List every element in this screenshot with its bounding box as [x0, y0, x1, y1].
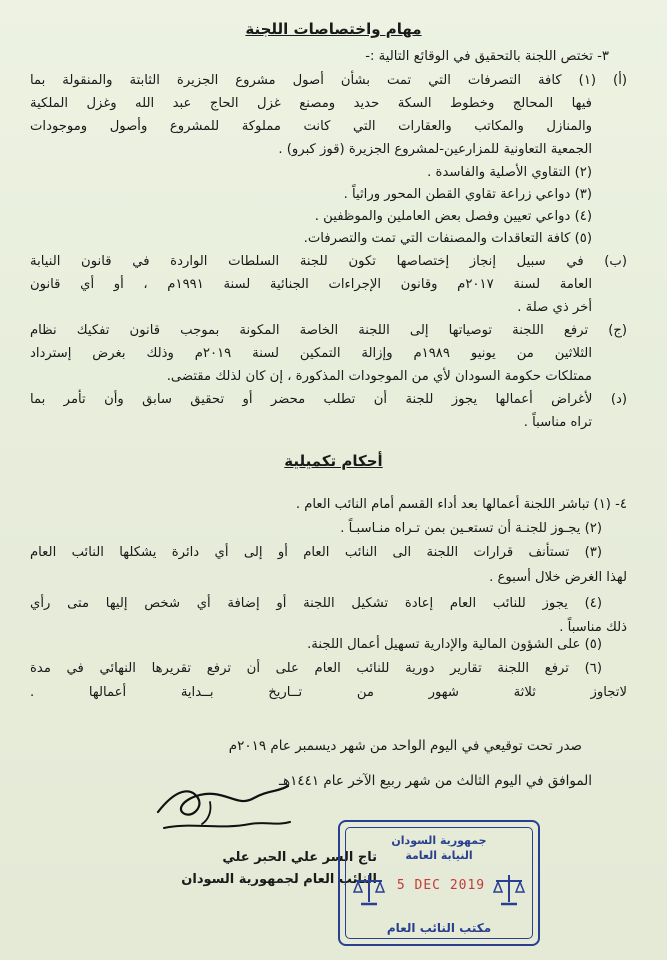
stamp-line2: النيابة العامة — [405, 849, 473, 862]
section3-b-line: (ب) في سبيل إنجاز إختصاصها تكون للجنة السلطات الواردة في قانون النيابة — [30, 254, 627, 269]
section3-item: (٣) دواعي زراعة تقاوي القطن المحور وراثياً . — [343, 187, 592, 202]
signer-position: النائب العام لجمهورية السودان — [181, 872, 377, 887]
section3-d-line: تراه مناسباً . — [523, 415, 592, 430]
section3-b-line: أخر ذي صلة . — [517, 300, 592, 315]
section4-line: لهذا الغرض خلال أسبوع . — [489, 570, 627, 585]
section3-d-line: (د) لأغراض أعمالها يجوز للجنة أن تطلب محضر أو تحقيق سابق وأن تأمر بما — [30, 392, 627, 407]
official-stamp — [338, 820, 540, 946]
stamp-line3: مكتب النائب العام — [386, 921, 492, 935]
section4-line: (٣) تستأنف قرارات اللجنة الى النائب العام أو إلى أي دائرة يشكلها النائب العام — [30, 545, 602, 560]
section3-b-line: العامة لسنة ٢٠١٧م وقانون الإجراءات الجنائية لسنة ١٩٩١م ، أو أي قانون — [30, 277, 592, 292]
signer-name: تاج السر علي الحبر علي — [222, 850, 377, 865]
stamp-date: 5 DEC 2019 — [396, 878, 486, 893]
section3-c-line: ممتلكات حكومة السودان لأي من الموجودات المذكورة ، إن كان لذلك مقتضى. — [166, 369, 592, 384]
supplementary-heading: أحكام تكميلية — [284, 452, 383, 470]
section3-intro: ٣- تختص اللجنة بالتحقيق في الوقائع التالية :- — [365, 49, 609, 64]
section4-line: (٦) ترفع اللجنة تقارير دورية للنائب العام على أن ترفع تقريرها النهائي في مدة — [30, 661, 602, 676]
section3-a-line: فيها المحالج وخطوط السكة حديد ومصنع غزل الحاج عبد الله وغزل الملكية — [30, 96, 592, 111]
section3-item: (٢) التقاوي الأصلية والفاسدة . — [427, 165, 592, 180]
section4-line: (٢) يجـوز للجنـة أن تستعـين بمن تـراه منـاسبـاً . — [340, 521, 602, 536]
section3-a-line: الجمعية التعاونية للمزارعين-لمشروع الجزيرة (قوز كبرو) . — [278, 142, 592, 157]
section3-a-line: (أ) (١) كافة التصرفات التي تمت بشأن أصول مشروع الجزيرة الثابتة والمنقولة بما — [30, 73, 627, 88]
section3-item: (٥) كافة التعاقدات والمصنفات التي تمت والتصرفات. — [303, 231, 592, 246]
document-title: مهام واختصاصات اللجنة — [245, 20, 422, 38]
handwritten-signature — [150, 772, 300, 842]
scales-of-justice-icon — [492, 872, 526, 908]
issued-line: صدر تحت توقيعي في اليوم الواحد من شهر ديسمبر عام ٢٠١٩م — [228, 738, 582, 754]
section3-c-line: الثلاثين من يونيو ١٩٨٩م وإزالة التمكين لسنة ٢٠١٩م وذلك بغرض إسترداد — [30, 346, 592, 361]
section4-line: (٥) على الشؤون المالية والإدارية تسهيل أعمال اللجنة. — [307, 637, 602, 652]
section4-line: ذلك مناسباً . — [559, 620, 627, 635]
section3-item: (٤) دواعي تعيين وفصل بعض العاملين والموظفين . — [314, 209, 592, 224]
section3-c-line: (ج) ترفع اللجنة توصياتها إلى اللجنة الخاصة المكونة بموجب قانون تفكيك نظام — [30, 323, 627, 338]
section4-line: ٤- (١) تباشر اللجنة أعمالها بعد أداء القسم أمام النائب العام . — [295, 497, 627, 512]
section4-line: لاتجاوز ثلاثة شهور من تــاريخ بــداية أعمالها . — [30, 685, 627, 700]
section3-a-line: والمنازل والمكاتب والعقارات التي كانت مملوكة للمشروع وأصول وموجودات — [30, 119, 592, 134]
stamp-line1: جمهورية السودان — [391, 834, 487, 847]
scales-of-justice-icon — [352, 872, 386, 908]
section4-line: (٤) يجوز للنائب العام إعادة تشكيل اللجنة أو إضافة أي شخص إليها متى رأي — [30, 596, 602, 611]
corresponding-date-line: الموافق في اليوم الثالث من شهر ربيع الآخر عام ١٤٤١هـ — [278, 773, 592, 789]
